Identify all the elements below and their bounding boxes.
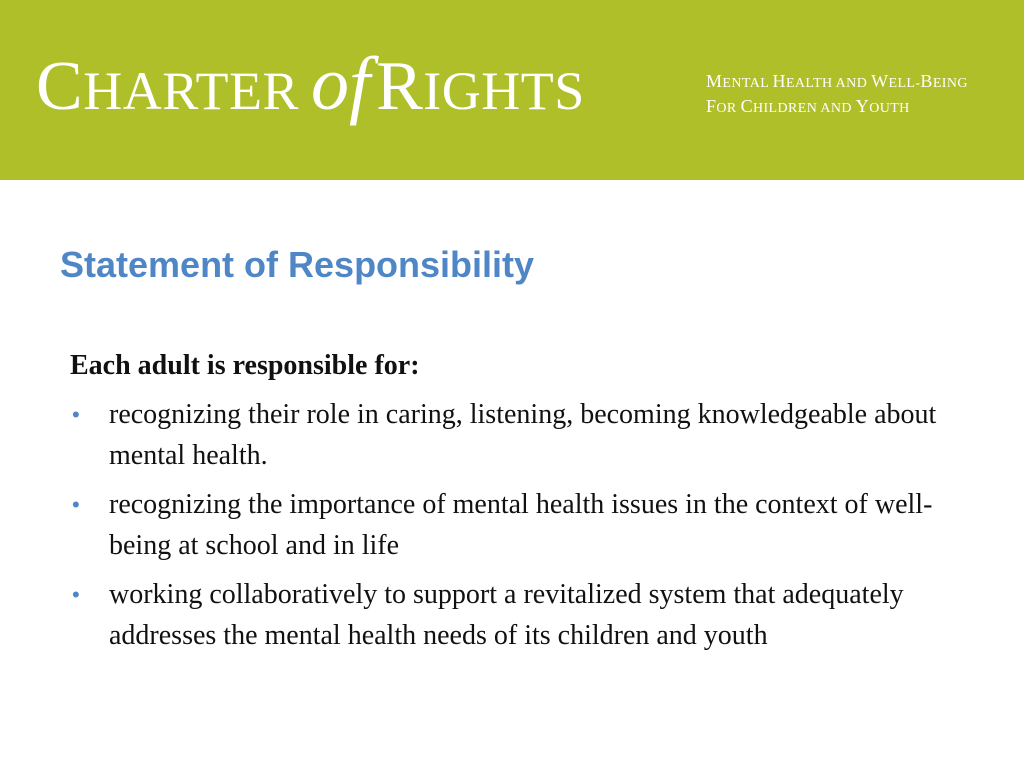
- logo-word-charter: CHARTER: [36, 48, 299, 125]
- bullet-list: [70, 394, 950, 656]
- bullet-icon: •: [72, 582, 80, 607]
- bullet-icon: •: [72, 492, 80, 517]
- slide-body: [70, 346, 950, 664]
- charter-of-rights-logo: [36, 42, 585, 126]
- logo-tagline: [706, 72, 968, 122]
- tagline-line-1: MENTAL HEALTH AND WELL-BEING: [706, 71, 968, 91]
- list-item-text: working collaboratively to support a revitalized system that adequately addresses the mental health needs of its children and youth: [109, 579, 904, 651]
- list-item: [70, 574, 950, 656]
- list-item: [70, 484, 950, 566]
- list-item-text: recognizing the importance of mental health issues in the context of well-being at school and in life: [109, 489, 933, 561]
- slide-title: Statement of Responsibility: [60, 244, 535, 285]
- tagline-line-2: FOR CHILDREN AND YOUTH: [706, 96, 910, 116]
- logo-word-of: of: [310, 42, 371, 126]
- bullet-icon: •: [72, 402, 80, 427]
- header-banner: [0, 0, 1024, 180]
- logo-word-rights: RIGHTS: [376, 48, 585, 125]
- list-item-text: recognizing their role in caring, listening, becoming knowledgeable about mental health.: [109, 399, 937, 471]
- list-item: [70, 394, 950, 476]
- lead-text: Each adult is responsible for:: [70, 350, 420, 381]
